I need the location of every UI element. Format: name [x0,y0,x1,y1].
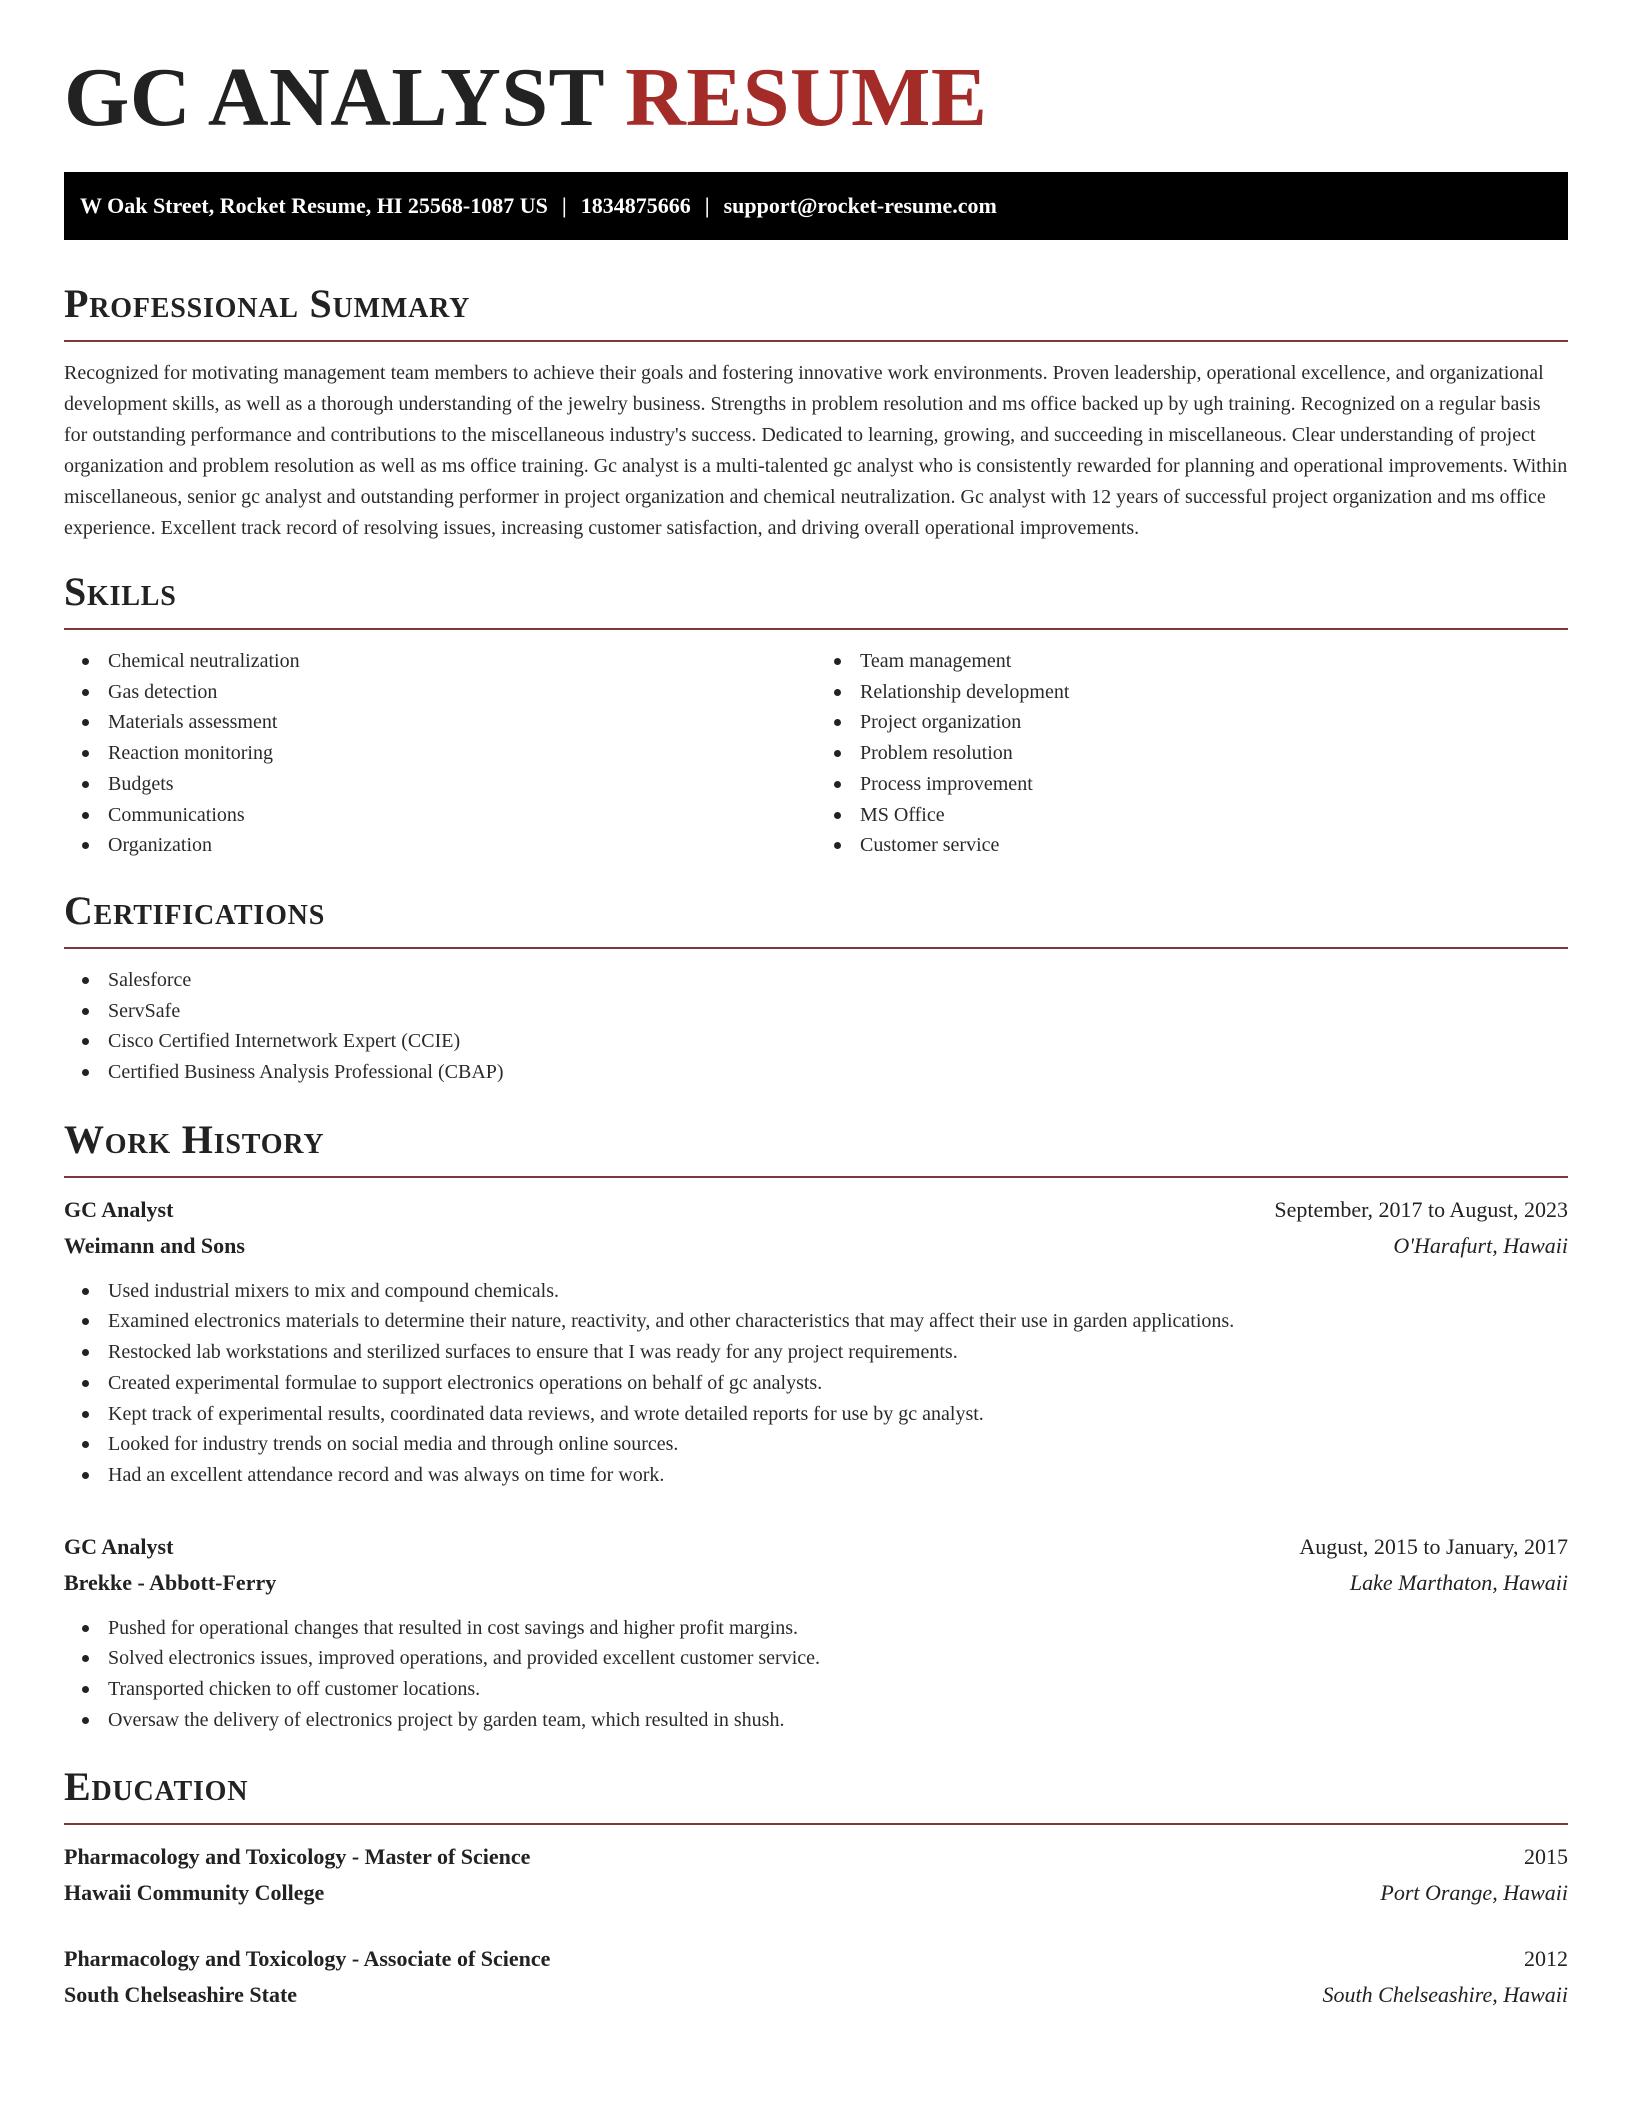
section-divider [64,340,1568,342]
contact-separator: | [561,193,567,218]
job-bullet: Kept track of experimental results, coordinated data reviews, and wrote detailed reports for use by gc analyst. [64,1399,1568,1430]
resume-title [64,0,1568,144]
skill-item: Gas detection [64,677,816,708]
skill-item: Organization [64,830,816,861]
skill-item: Process improvement [816,769,1568,800]
resume-content [64,0,1568,2013]
skills-column-left [64,646,816,861]
education-degree: Pharmacology and Toxicology - Master of Science [64,1844,531,1870]
job-company-row [64,1565,1568,1601]
job-entry [64,1529,1568,1736]
job-company: Brekke - Abbott-Ferry [64,1569,277,1595]
job-bullet: Restocked lab workstations and sterilized surfaces to ensure that I was ready for any project requirements. [64,1337,1568,1368]
education-location: South Chelseashire, Hawaii [1322,1982,1568,2008]
job-entry [64,1192,1568,1491]
education-year: 2015 [1524,1844,1568,1870]
work-history-section [64,1116,1568,1736]
certification-item: Certified Business Analysis Professional (CBAP) [64,1057,1568,1088]
section-heading-work-history: Work History [64,1116,325,1162]
job-bullet: Solved electronics issues, improved operations, and provided excellent customer service. [64,1643,1568,1674]
skill-item: MS Office [816,800,1568,831]
education-school-row [64,1977,1568,2013]
skills-list-right [816,646,1568,861]
job-header-row [64,1529,1568,1565]
skill-item: Project organization [816,707,1568,738]
skill-item: Team management [816,646,1568,677]
section-heading-certifications: Certifications [64,887,326,933]
skills-grid [64,646,1568,861]
skill-item: Budgets [64,769,816,800]
job-dates: August, 2015 to January, 2017 [1299,1533,1568,1559]
skill-item: Problem resolution [816,738,1568,769]
education-year: 2012 [1524,1946,1568,1972]
job-bullet: Had an excellent attendance record and was always on time for work. [64,1460,1568,1491]
skill-item: Reaction monitoring [64,738,816,769]
job-bullet: Transported chicken to off customer locations. [64,1674,1568,1705]
education-location: Port Orange, Hawaii [1380,1880,1568,1906]
education-degree: Pharmacology and Toxicology - Associate of Science [64,1946,551,1972]
section-heading-summary: Professional Summary [64,281,471,326]
education-entry [64,1941,1568,2013]
education-school: South Chelseashire State [64,1982,298,2008]
title-accent: RESUME [625,51,988,144]
education-section [64,1763,1568,2013]
skills-list-left [64,646,816,861]
contact-phone: 1834875666 [580,193,691,218]
education-school: Hawaii Community College [64,1880,325,1906]
summary-section [64,280,1568,544]
skill-item: Relationship development [816,677,1568,708]
certification-item: ServSafe [64,996,1568,1027]
contact-separator: | [704,193,710,218]
job-bullet: Looked for industry trends on social media and through online sources. [64,1429,1568,1460]
certifications-section [64,887,1568,1088]
education-entry [64,1839,1568,1911]
section-divider [64,947,1568,949]
job-bullets [64,1276,1568,1491]
section-heading-skills: Skills [64,569,177,614]
education-school-row [64,1875,1568,1911]
education-degree-row [64,1941,1568,1977]
job-dates: September, 2017 to August, 2023 [1274,1196,1568,1222]
skills-section [64,568,1568,861]
job-bullet: Examined electronics materials to determine their nature, reactivity, and other characteristics that may affect their use in garden applications. [64,1306,1568,1337]
job-header-row [64,1192,1568,1228]
skill-item: Communications [64,800,816,831]
job-bullet: Oversaw the delivery of electronics project by garden team, which resulted in shush. [64,1705,1568,1736]
certifications-list [64,965,1568,1088]
job-location: Lake Marthaton, Hawaii [1349,1569,1568,1595]
section-divider [64,628,1568,630]
job-company: Weimann and Sons [64,1232,245,1258]
job-bullet: Used industrial mixers to mix and compound chemicals. [64,1276,1568,1307]
summary-text: Recognized for motivating management team members to achieve their goals and fostering innovative work environments. Proven leadership, operational excellence, and organizational development skills, as well as a thorough understanding of the jewelry business. Strengths in problem resolution and ms office backed up by ugh training. Recognized on a regular basis for outstanding performance and contributions to the miscellaneous industry's success. Dedicated to learning, growing, and succeeding in miscellaneous. Clear understanding of project organization and problem resolution as well as ms office training. Gc analyst is a multi-talented gc analyst who is consistently rewarded for planning and operational improvements. Within miscellaneous, senior gc analyst and outstanding performer in project organization and chemical neutralization. Gc analyst with 12 years of successful project organization and ms office experience. Excellent track record of resolving issues, increasing customer satisfaction, and driving overall operational improvements. [64,362,1568,539]
job-bullets [64,1613,1568,1736]
certification-item: Cisco Certified Internetwork Expert (CCIE) [64,1026,1568,1057]
skill-item: Materials assessment [64,707,816,738]
section-heading-education: Education [64,1764,249,1810]
contact-bar [64,172,1568,240]
education-degree-row [64,1839,1568,1875]
job-company-row [64,1228,1568,1264]
skill-item: Customer service [816,830,1568,861]
skills-column-right [816,646,1568,861]
job-bullet: Pushed for operational changes that resulted in cost savings and higher profit margins. [64,1613,1568,1644]
section-divider [64,1176,1568,1178]
skill-item: Chemical neutralization [64,646,816,677]
job-title: GC Analyst [64,1533,174,1559]
certification-item: Salesforce [64,965,1568,996]
job-bullet: Created experimental formulae to support electronics operations on behalf of gc analysts. [64,1368,1568,1399]
job-location: O'Harafurt, Hawaii [1393,1232,1568,1258]
title-main: GC ANALYST [64,51,604,144]
section-divider [64,1823,1568,1825]
job-title: GC Analyst [64,1196,174,1222]
contact-address: W Oak Street, Rocket Resume, HI 25568-1087 US [80,193,548,218]
contact-email: support@rocket-resume.com [723,193,997,218]
